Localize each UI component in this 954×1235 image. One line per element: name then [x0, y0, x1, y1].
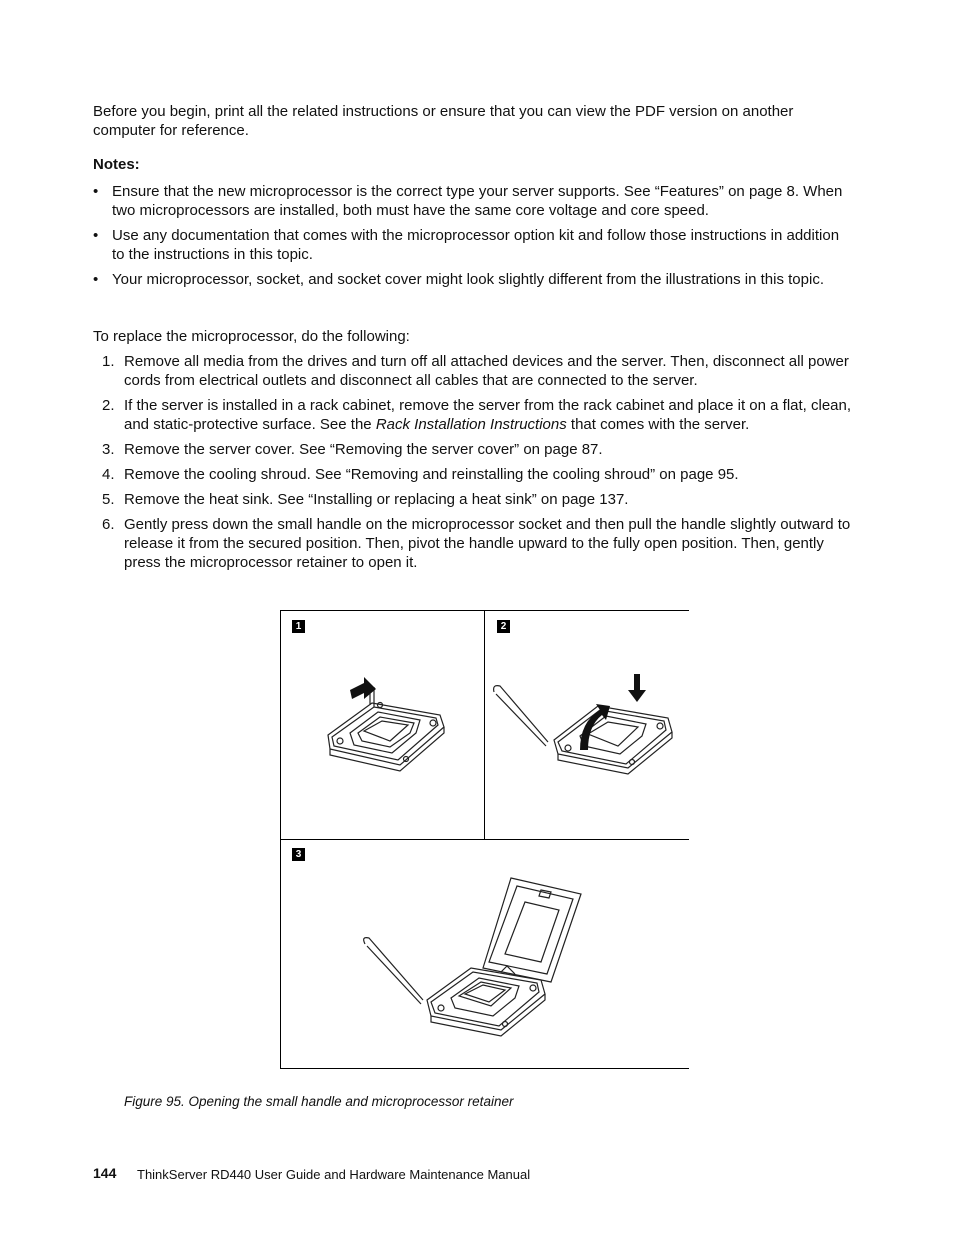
step-item: [102, 465, 852, 484]
figure-divider-vertical: [484, 610, 485, 839]
socket-handle-open-illustration: [488, 670, 688, 785]
step-item: [102, 490, 852, 509]
steps-lead: To replace the microprocessor, do the following:: [93, 328, 410, 345]
figure-caption: Figure 95. Opening the small handle and microprocessor retainer: [124, 1094, 514, 1109]
note-item: [93, 183, 853, 220]
intro-paragraph: Before you begin, print all the related instructions or ensure that you can view the PDF version on another computer for reference.: [93, 103, 794, 139]
step-text: Remove the server cover. See “Removing the server cover” on page 87.: [124, 441, 603, 458]
step-number: 4.: [102, 466, 115, 483]
step-text-part: If the server is installed in a rack cabinet, remove the server from the rack cabinet and place it on a flat, clean, and static-protective surface. See the: [124, 397, 852, 433]
step-number: 3.: [102, 441, 115, 458]
note-text: Your microprocessor, socket, and socket cover might look slightly different from the illustrations in this topic.: [112, 271, 824, 288]
step-text: [124, 396, 852, 434]
figure-95: [280, 610, 689, 1069]
panel-label-2: 2: [497, 620, 510, 633]
step-text: Gently press down the small handle on the microprocessor socket and then pull the handle slightly outward to release it from the secured position. Then, pivot the handle upward to the fully open position. Then, gently press the microprocessor retainer to open it.: [124, 516, 851, 571]
step-text: Remove all media from the drives and turn off all attached devices and the server. Then, disconnect all power cords from electrical outlets and disconnect all cables that are connected to the server.: [124, 353, 849, 389]
bullet-marker: •: [93, 183, 99, 200]
notes-heading: Notes:: [93, 156, 140, 173]
note-item: [93, 227, 853, 264]
socket-fully-open-illustration: [355, 872, 595, 1037]
step-text-part: that comes with the server.: [566, 416, 750, 433]
step-text: Remove the heat sink. See “Installing or replacing a heat sink” on page 137.: [124, 491, 629, 508]
rack-instructions-title: Rack Installation Instructions: [375, 416, 567, 433]
note-item: [93, 271, 853, 290]
footer-title: ThinkServer RD440 User Guide and Hardware Maintenance Manual: [137, 1167, 531, 1182]
step-item: [102, 352, 852, 390]
step-text: Remove the cooling shroud. See “Removing and reinstalling the cooling shroud” on page 95.: [124, 466, 739, 483]
step-item: [102, 396, 852, 434]
step-number: 2.: [102, 397, 115, 414]
step-item: [102, 515, 852, 572]
socket-closed-illustration: [320, 665, 450, 780]
panel-label-1: 1: [292, 620, 305, 633]
bullet-marker: •: [93, 227, 99, 244]
bullet-marker: •: [93, 271, 99, 288]
step-number: 5.: [102, 491, 115, 508]
step-number: 6.: [102, 516, 115, 533]
page-number: 144: [93, 1165, 117, 1181]
step-item: [102, 440, 852, 459]
note-text: Use any documentation that comes with the microprocessor option kit and follow those instructions in addition to the instructions in this topic.: [112, 227, 840, 263]
panel-label-3: 3: [292, 848, 305, 861]
step-number: 1.: [102, 353, 115, 370]
note-text: Ensure that the new microprocessor is the correct type your server supports. See “Features” on page 8. When two microprocessors are installed, both must have the same core voltage and core speed.: [112, 183, 843, 219]
